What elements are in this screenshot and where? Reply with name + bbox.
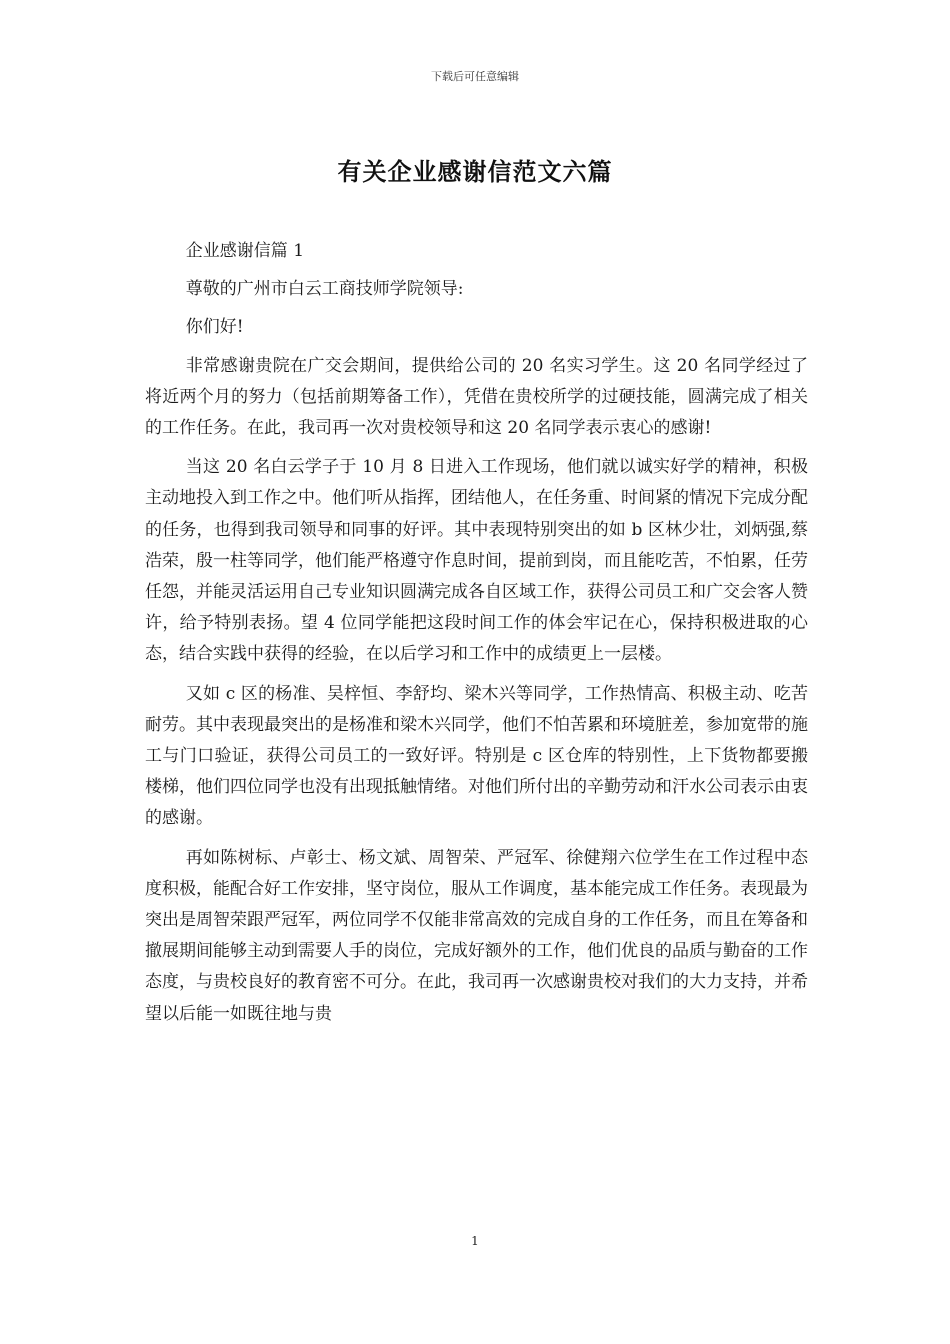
page-header-note: 下载后可任意编辑: [431, 70, 519, 83]
body-paragraph: 非常感谢贵院在广交会期间，提供给公司的 20 名实习学生。这 20 名同学经过了将近两个月的努力（包括前期筹备工作），凭借在贵校所学的过硬技能，圆满完成了相关的工作任务。在此，我司再一次对贵校领导和这 20 名同学表示衷心的感谢!: [145, 355, 808, 439]
letter-heading: 企业感谢信篇 1: [185, 241, 305, 261]
letter-salutation: 尊敬的广州市白云工商技师学院领导:: [185, 279, 464, 300]
document-body: [145, 236, 808, 1038]
body-paragraph: 当这 20 名白云学子于 10 月 8 日进入工作现场，他们就以诚实好学的精神，积极主动地投入到工作之中。他们听从指挥，团结他人，在任务重、时间紧的情况下完成分配的任务，也得到我司领导和同事的好评。其中表现特别突出的如 b 区林少壮，刘炳强,蔡浩荣，殷一柱等同学，他们能严格遵守作息时间，提前到岗，而且能吃苦，不怕累，任劳任怨，并能灵活运用自己专业知识圆满完成各自区域工作，获得公司员工和广交会客人赞许，给予特别表扬。望 4 位同学能把这段时间工作的体会牢记在心，保持积极进取的心态，结合实践中获得的经验，在以后学习和工作中的成绩更上一层楼。: [145, 457, 808, 665]
page-number: 1: [471, 1234, 479, 1248]
body-paragraph: 再如陈树标、卢彰士、杨文斌、周智荣、严冠军、徐健翔六位学生在工作过程中态度积极，能配合好工作安排，坚守岗位，服从工作调度，基本能完成工作任务。表现最为突出是周智荣跟严冠军，两位同学不仅能非常高效的完成自身的工作任务，而且在筹备和撤展期间能够主动到需要人手的岗位，完成好额外的工作，他们优良的品质与勤奋的工作态度，与贵校良好的教育密不可分。在此，我司再一次感谢贵校对我们的大力支持，并希望以后能一如既往地与贵: [145, 847, 808, 1024]
body-paragraph: 又如 c 区的杨准、吴梓恒、李舒均、梁木兴等同学，工作热情高、积极主动、吃苦耐劳。其中表现最突出的是杨准和梁木兴同学，他们不怕苦累和环境脏差，参加宽带的施工与门口验证，获得公司员工的一致好评。特别是 c 区仓库的特别性，上下货物都要搬楼梯，他们四位同学也没有出现抵触情绪。对他们所付出的辛勤劳动和汗水公司表示由衷的感谢。: [145, 683, 808, 829]
letter-greeting: 你们好!: [185, 317, 244, 338]
document-title: 有关企业感谢信范文六篇: [337, 157, 613, 186]
